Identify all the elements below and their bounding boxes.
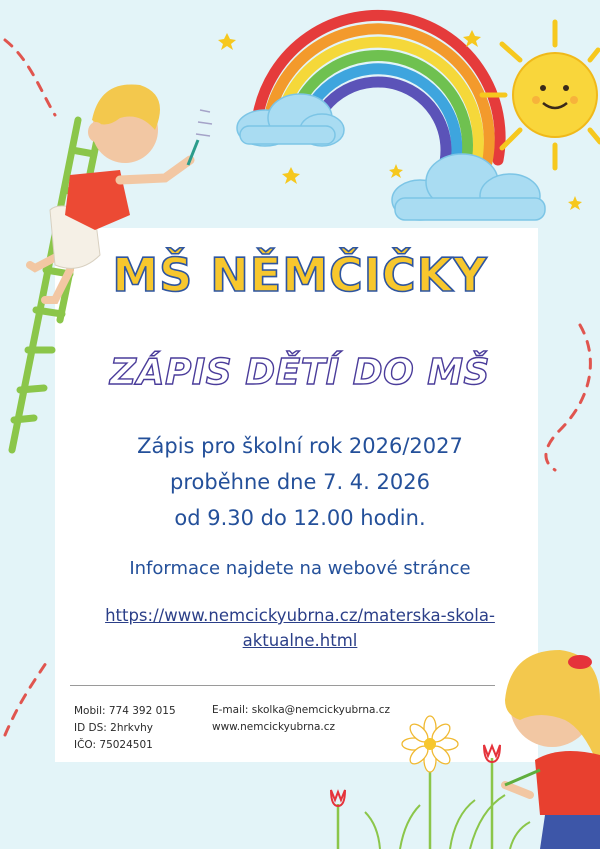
footer-ico: IČO: 75024501	[74, 739, 153, 751]
footer-contacts-right	[212, 702, 390, 736]
web-info-text: Informace najdete na webové stránce	[129, 558, 471, 579]
rainbow-icon	[258, 15, 500, 170]
girl-drawing-icon	[505, 650, 600, 849]
info-line: Zápis pro školní rok 2026/2027	[137, 434, 463, 458]
website-link[interactable]	[80, 603, 520, 653]
dashed-path-top-left-icon	[5, 40, 55, 115]
footer-id-ds: ID DS: 2hrkvhy	[74, 722, 153, 734]
enrollment-subtitle: ZÁPIS DĚTÍ DO MŠ	[110, 352, 490, 393]
school-title: MŠ NĚMČIČKY	[112, 248, 488, 302]
cloud-icon	[392, 154, 545, 220]
footer-email: E-mail: skolka@nemcickyubrna.cz	[212, 704, 391, 716]
footer-divider	[70, 685, 495, 686]
enrollment-info	[60, 428, 540, 536]
url-line[interactable]: https://www.nemcickyubrna.cz/materska-skola-	[105, 606, 495, 625]
footer-mobile: Mobil: 774 392 015	[74, 705, 176, 717]
info-line: od 9.30 do 12.00 hodin.	[174, 506, 426, 530]
dashed-path-bottom-left-icon	[5, 660, 48, 735]
grass-icon	[365, 795, 530, 849]
footer-web: www.nemcickyubrna.cz	[212, 721, 336, 733]
dashed-path-right-icon	[546, 325, 590, 470]
flower-icon	[402, 716, 458, 849]
url-line[interactable]: aktualne.html	[242, 631, 358, 650]
info-line: proběhne dne 7. 4. 2026	[170, 470, 430, 494]
tulip-icon	[484, 745, 500, 849]
tulip-icon	[331, 790, 345, 849]
footer-contacts-left	[74, 703, 176, 754]
